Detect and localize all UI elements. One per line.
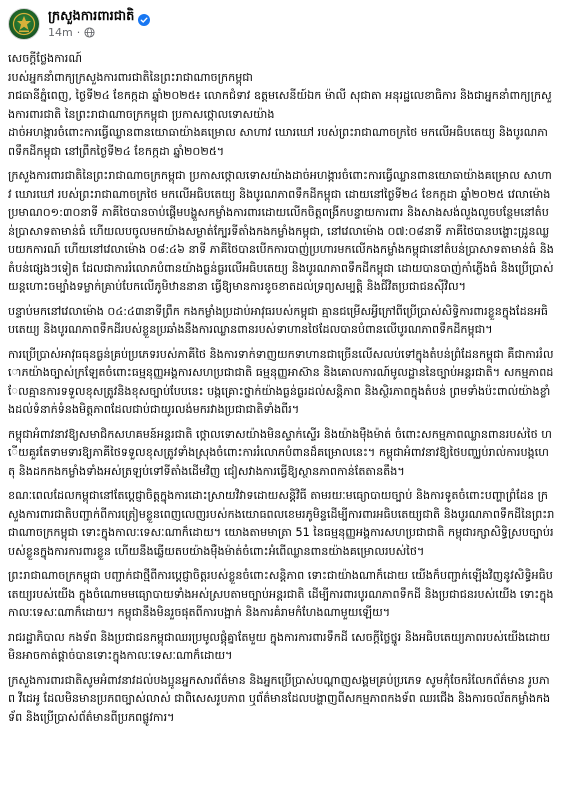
statement-paragraph: ក្រសួងការពារជាតិនៃព្រះរាជាណាចក្រកម្ពុជា ប្រកាសថ្កោលទោសយ៉ាងដាច់អហង្ការចំពោះការធ្វើឈ្លានពានយោធាយ៉ាងគម្រោល សាហាវ ឃោរឃៅ របស់ព្រះរាជាណាចក្រថៃ មកលើអធិបតេយ្យ និងបូរណភាពទឹកដីកម្ពុជា ដោយនៅថ្ងៃទី២៤ ខែកក្កដា ឆ្នាំ២០២៥ វេលាម៉ោងប្រមាណ០១:៣០នាទី ភាគីថៃបានចាប់ផ្តើមបង្ហួសកម្លាំងការពារដោយលើកចិត្តពង្រីកបន្ទាយការពារ និងសាងសង់លួងលួចបន្ថែមនៅតំបន់ប្រាសាទតាមាន់ធំ ហើយលបចូលមកយ៉ាងសម្ងាត់ក្បែរទីតាំងកងកម្លាំងកម្ពុជា, នៅវេលាម៉ោង ០៧:០៨នាទី ភាគីថៃបានបង្ហោះដ្រូនឈ្លបយកការណ៍ ហើយនៅវេលាម៉ោង ០៨:៤៦ នាទី ភាគីថៃបានបើកការបាញ់ប្រហារមកលើកងកម្លាំងកម្ពុជានៅតំបន់ប្រាសាទតាមាន់ធំ និងតំបន់ផ្សេងៗទៀត ដែលជាការរំលោភបំពានយ៉ាងធ្ងន់ធ្ងរលើអធិបតេយ្យ និងបូរណភាពទឹកដីកម្ពុជា ដោយបានបាញ់កាំភ្លើងធំ និងប្រើប្រាស់យន្តហោះចម្បាំងទម្លាក់គ្រាប់បែកលើភូមិឋាននានា ធ្វើឱ្យមានការខូចខាតដល់ទ្រព្យសម្បត្តិ និងជីវិតប្រជាជនស៊ីវិល។ bbox=[8, 169, 554, 293]
statement-paragraph: រាជរដ្ឋាភិបាល កងទ័ព និងប្រជាជនកម្ពុជាឈរប្រមូលផ្តុំគ្នាតែមួយ ក្នុងការការពារទឹកដី សេចក្តីថ្លៃថ្នូរ និងអធិបតេយ្យភាពរបស់យើងដោយមិនអាចកាត់ផ្តាច់បានទោះក្នុងកាលៈទេសៈណាក៏ដោយ។ bbox=[8, 630, 551, 662]
post-timestamp[interactable]: 14m bbox=[48, 25, 73, 39]
statement-paragraph: ក្រសួងការពារជាតិសូមអំពាវនាវដល់បងប្អូនអ្នកសារព័ត៌មាន និងអ្នកប្រើប្រាស់បណ្តាញសង្គមគ្រប់ប្រភេទ សូមកុំចែករំលែកព័ត៌មាន រូបភាព វីដេអូ ដែលមិនមានប្រភពច្បាស់លាស់ ជាពិសេសរូបភាព ឬព័ត៌មានដែលបង្ហាញពីសកម្មភាពកងទ័ព ឈរជើង និងការចល័តកម្លាំងកងទ័ព និងប្រើប្រាស់ព័ត៌មានពីប្រភពផ្លូវការ។ bbox=[8, 673, 551, 724]
statement-paragraph: ព្រះរាជាណាចក្រកម្ពុជា បញ្ជាក់ជាថ្មីពីការប្តេជ្ញាចិត្តរបស់ខ្លួនចំពោះសន្តិភាព ទោះជាយ៉ាងណាក៏ដោយ យើងក៏បញ្ជាក់ឡើងវិញនូវសិទ្ធិអធិបតេយ្យរបស់យើង ក្នុងចំណោមមធ្យោបាយទាំងអស់ស្របតាមច្បាប់អន្តរជាតិ ដើម្បីការពារបូរណភាពទឹកដី និងប្រជាជនរបស់យើង ទោះក្នុងកាលៈទេសៈណាក៏ដោយ។ កម្ពុជានឹងមិនរួចផុតពីការបង្អាក់ និងការគំរាមកំហែងណាមួយឡើយ។ bbox=[8, 569, 554, 619]
statement-paragraph: កម្ពុជាអំពាវនាវឱ្យសមាជិកសហគមន៍អន្តរជាតិ ថ្កោលទោសយ៉ាងមិនស្ទាក់ស្ទើរ និងយ៉ាងម៉ឺងម៉ាត់ ចំពោះសកម្មភាពឈ្លានពានរបស់ថៃ ហើយគួរតែទាមទារឱ្យភាគីថៃទទួលខុសត្រូវទាំងស្រុងចំពោះការរំលោភបំពានដ៏គម្រោលនេះ។ កម្ពុជាអំពាវនាវឱ្យថៃបញ្ឈប់រាល់ការបង្កហេតុ និងដកកងកម្លាំងទាំងអស់ត្រឡប់ទៅទីតាំងដើមវិញ ជៀសវាងការធ្វើឱ្យស្ថានភាពកាន់តែតានតឹង។ bbox=[8, 427, 552, 478]
post-meta bbox=[48, 26, 150, 40]
page-name-row bbox=[48, 9, 150, 25]
post-header bbox=[0, 0, 563, 48]
verified-badge-icon bbox=[138, 11, 150, 23]
post-body bbox=[0, 48, 563, 727]
statement-paragraph: របស់អ្នកនាំពាក្យក្រសួងការពារជាតិនៃព្រះរាជាណាចក្រកម្ពុជា រាជធានីភ្នំពេញ, ថ្ងៃទី២៤ ខែកក្កដា ឆ្នាំ២០២៥៖ លោកជំទាវ ឧត្តមសេនីយ៍ឯក ម៉ាលី សុជាតា អនុរដ្ឋលេខាធិការ និងជាអ្នកនាំពាក្យក្រសួងការពារជាតិ នៃព្រះរាជាណាចក្រកម្ពុជា ប្រកាសថ្កោលទោសយ៉ាង ដាច់អហង្ការចំពោះការធ្វើឈ្លានពានយោធាយ៉ាងគម្រោល សាហាវ ឃោរឃៅ របស់ព្រះរាជាណាចក្រថៃ មកលើអធិបតេយ្យ និងបូរណភាពទឹកដីកម្ពុជា នៅព្រឹកថ្ងៃទី២៤ ខែកក្កដា ឆ្នាំ២០២៥។ bbox=[8, 70, 552, 158]
statement-paragraph: ការប្រើប្រាស់អាវុធធុនធ្ងន់គ្រប់ប្រភេទរបស់ភាគីថៃ និងការទាក់ទាញយកទាហានជាច្រើនលើសលប់ទៅក្នុងតំបន់ព្រំដែនកម្ពុជា គឺជាការរំលោភយ៉ាងច្បាស់ក្រឡែតចំពោះធម្មនុញ្ញអង្គការសហប្រជាជាតិ ធម្មនុញ្ញអាស៊ាន និងគោលការណ៍មូលដ្ឋាននៃច្បាប់អន្តរជាតិ។ សកម្មភាពដែលគ្មានការទទួលខុសត្រូវនិងខុសច្បាប់បែបនេះ បង្កគ្រោះថ្នាក់យ៉ាងធ្ងន់ធ្ងរដល់សន្តិភាព និងស្ថិរភាពក្នុងតំបន់ ព្រមទាំងប៉ះពាល់យ៉ាងខ្លាំងដល់ទំនាក់ទំនងមិត្តភាពដែលជាប់ជាយូរលង់មករវាងប្រជាជាតិទាំងពីរ។ bbox=[8, 347, 554, 416]
page-name[interactable]: ក្រសួងការពារជាតិ bbox=[48, 8, 135, 24]
post-header-text bbox=[48, 9, 150, 40]
statement-paragraph: ខណៈពេលដែលកម្ពុជានៅតែប្តេជ្ញាចិត្តក្នុងការដោះស្រាយវិវាទដោយសន្តិវិធី តាមរយៈមធ្យោបាយច្បាប់ និងការទូតចំពោះបញ្ហាព្រំដែន ក្រសួងការពារជាតិបញ្ជាក់ពីការត្រៀមខ្លួនពេញលេញរបស់កងយោធពលខេមរភូមិន្ទដើម្បីការពារអធិបតេយ្យជាតិ និងបូរណភាពទឹកដីនៃព្រះរាជាណាចក្រកម្ពុជា ទោះក្នុងកាលៈទេសៈណាក៏ដោយ។ យោងតាមមាត្រា 51 នៃធម្មនុញ្ញអង្គការសហប្រជាជាតិ កម្ពុជារក្សាសិទ្ធិស្របច្បាប់របស់ខ្លួនក្នុងការការពារខ្លួន ហើយនឹងឆ្លើយតបយ៉ាងម៉ឺងម៉ាត់ចំពោះអំពើឈ្លានពានយ៉ាងគម្រោលរបស់ថៃ។ bbox=[8, 489, 555, 558]
globe-icon[interactable] bbox=[84, 27, 95, 38]
ministry-emblem-icon[interactable] bbox=[8, 8, 40, 40]
statement-paragraph: បន្ទាប់មកនៅវេលាម៉ោង ០៤:៤៣នាទីព្រឹក កងកម្លាំងប្រដាប់អាវុធរបស់កម្ពុជា គ្មានជម្រើសអ្វីក្រៅពីប្រើប្រាស់សិទ្ធិការពារខ្លួនក្នុងដែនអធិបតេយ្យ និងបូរណភាពទឹកដីរបស់ខ្លួនប្រឆាំងនឹងការឈ្លានពានរបស់ទាហានថៃដែលបានបំពានលើបូរណភាពទឹកដីកម្ពុជា។ bbox=[8, 304, 548, 336]
statement-title: សេចក្តីថ្លែងការណ៍ bbox=[8, 52, 83, 65]
meta-separator: · bbox=[76, 25, 81, 39]
